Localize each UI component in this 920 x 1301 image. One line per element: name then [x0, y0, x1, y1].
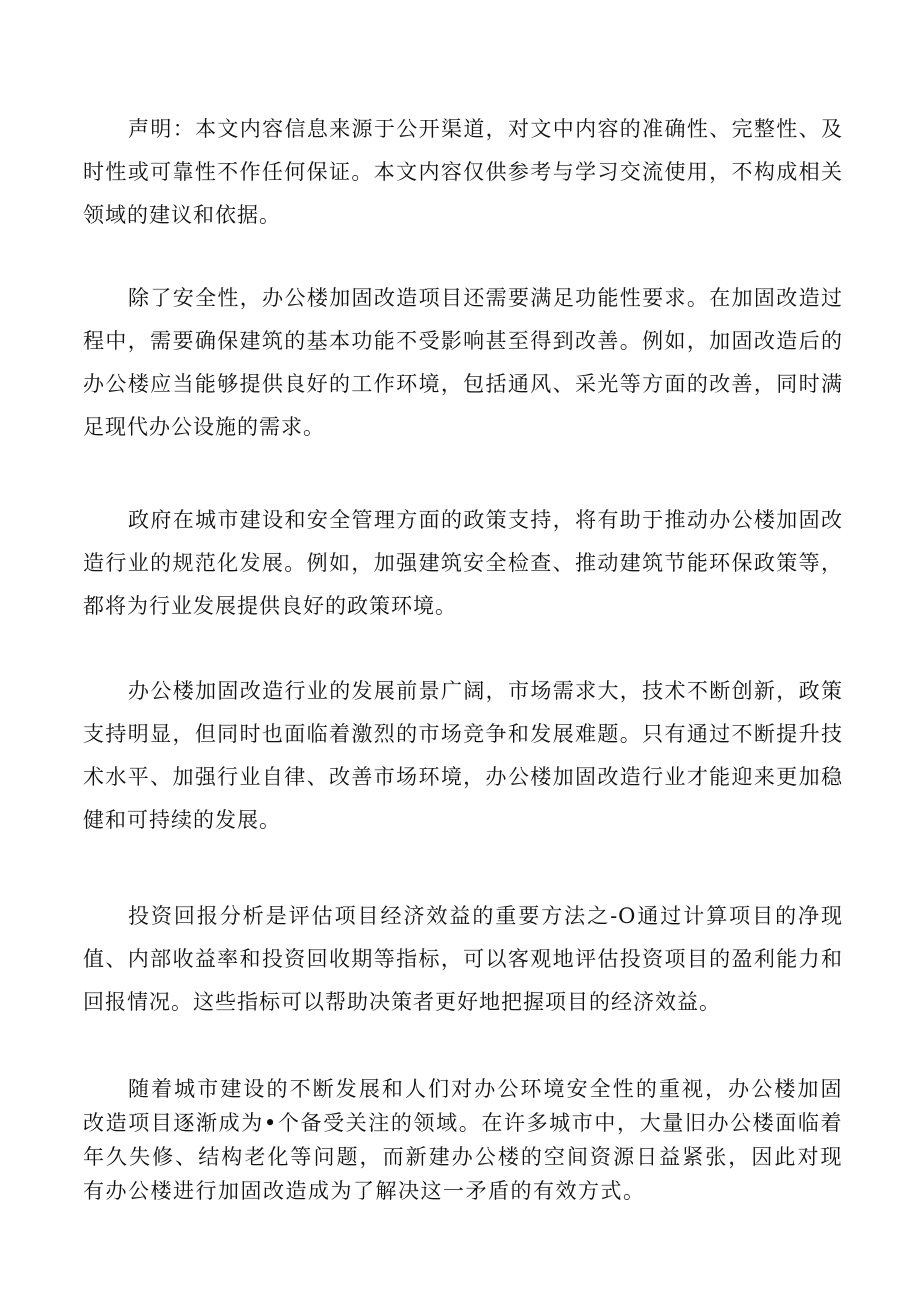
industry-outlook-paragraph: 办公楼加固改造行业的发展前景广阔，市场需求大，技术不断创新，政策支持明显，但同时也面临着激烈的市场竞争和发展难题。只有通过不断提升技术水平、加强行业自律、改善市场环境，办公楼加固改造行业才能迎来更加稳健和可持续的发展。 [83, 679, 843, 832]
disclaimer-paragraph: 声明：本文内容信息来源于公开渠道，对文中内容的准确性、完整性、及时性或可靠性不作任何保证。本文内容仅供参考与学习交流使用，不构成相关领域的建议和依据。 [83, 117, 843, 227]
functional-requirements-paragraph: 除了安全性，办公楼加固改造项目还需要满足功能性要求。在加固改造过程中，需要确保建筑的基本功能不受影响甚至得到改善。例如，加固改造后的办公楼应当能够提供良好的工作环境，包括通风、采光等方面的改善，同时满足现代办公设施的需求。 [83, 286, 843, 439]
investment-return-paragraph: 投资回报分析是评估项目经济效益的重要方法之-O通过计算项目的净现值、内部收益率和投资回收期等指标，可以客观地评估投资项目的盈利能力和回报情况。这些指标可以帮助决策者更好地把握项目的经济效益。 [83, 904, 843, 1014]
policy-support-paragraph: 政府在城市建设和安全管理方面的政策支持，将有助于推动办公楼加固改造行业的规范化发展。例如，加强建筑安全检查、推动建筑节能环保政策等，都将为行业发展提供良好的政策环境。 [83, 508, 843, 618]
project-background-paragraph: 随着城市建设的不断发展和人们对办公环境安全性的重视，办公楼加固改造项目逐渐成为•个备受关注的领域。在许多城市中，大量旧办公楼面临着年久失修、结构老化等问题，而新建办公楼的空间资源日益紧张，因此对现有办公楼进行加固改造成为了解决这一矛盾的有效方式。 [83, 1077, 843, 1203]
